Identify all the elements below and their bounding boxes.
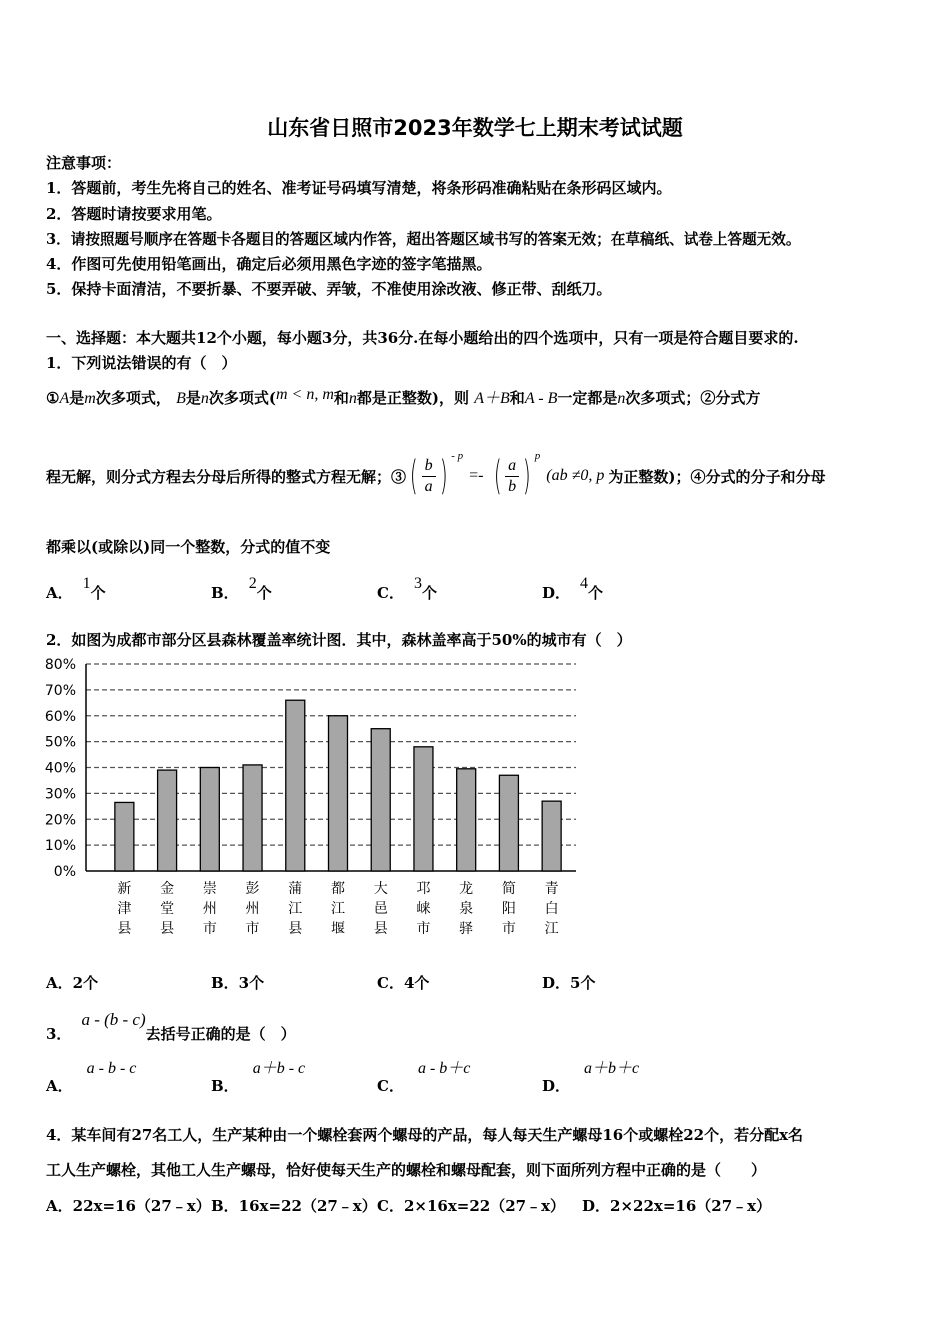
bar xyxy=(499,775,518,871)
q3-stem xyxy=(46,1008,296,1044)
exponent: p xyxy=(534,450,541,462)
math-condition: m < n, m xyxy=(275,386,334,403)
x-tick-label: 龙 xyxy=(459,881,474,897)
x-tick-label: 都 xyxy=(331,881,345,897)
notice-item: 1．答题前，考生先将自己的姓名、准考证号码填写清楚，将条形码准确粘贴在条形码区域内。 xyxy=(46,179,672,197)
x-tick-label: 江 xyxy=(331,901,345,917)
q1-line1 xyxy=(46,385,760,408)
denominator: b xyxy=(508,477,517,495)
option-unit: 个 xyxy=(421,584,437,602)
y-tick-label: 60% xyxy=(44,708,76,725)
x-tick-label: 金 xyxy=(160,881,175,897)
x-tick-label: 阳 xyxy=(501,901,516,917)
q2-option-d[interactable]: D．5个 xyxy=(542,974,596,992)
option-value: 4 xyxy=(580,575,589,592)
text: 和 xyxy=(509,389,525,407)
option-letter: D． xyxy=(542,584,571,602)
bar xyxy=(329,716,348,871)
x-tick-label: 堰 xyxy=(331,921,345,937)
bar xyxy=(158,770,177,871)
x-tick-label: 县 xyxy=(288,921,303,937)
x-tick-label: 津 xyxy=(117,901,132,917)
x-tick-label: 邑 xyxy=(373,901,388,917)
exponent: - p xyxy=(451,450,464,462)
option-letter: C． xyxy=(377,584,404,602)
denominator: a xyxy=(424,477,433,495)
y-tick-label: 80% xyxy=(44,657,76,673)
x-tick-label: 白 xyxy=(544,901,559,917)
option-unit: 个 xyxy=(588,584,604,602)
math-n: n xyxy=(200,390,209,407)
x-tick-label: 简 xyxy=(501,881,516,897)
option-unit: 个 xyxy=(90,584,106,602)
x-tick-label: 市 xyxy=(202,921,217,937)
q4-option-c[interactable]: C．2×16x=22（27﹣x） xyxy=(377,1197,566,1215)
forest-coverage-chart xyxy=(40,652,600,942)
option-letter: C． xyxy=(377,1077,404,1095)
math-n: n xyxy=(617,390,626,407)
q4-option-b[interactable]: B．16x=22（27﹣x） xyxy=(211,1197,377,1215)
q1-option-a[interactable] xyxy=(46,575,106,603)
option-expression: a - b - c xyxy=(86,1060,137,1077)
bar xyxy=(115,802,134,871)
text: 程无解，则分式方程去分母后所得的整式方程无解；③ xyxy=(46,467,407,486)
left-paren: ( xyxy=(409,453,418,499)
q4-line2: 工人生产螺栓，其他工人生产螺母，恰好使每天生产的螺栓和螺母配套，则下面所列方程中正确的是（ ） xyxy=(46,1161,767,1179)
fraction-a-over-b xyxy=(505,456,519,497)
x-tick-label: 大 xyxy=(373,881,388,897)
text: 都是正整数)，则 xyxy=(356,389,469,407)
bar xyxy=(243,765,262,871)
math-n: n xyxy=(348,390,357,407)
q3-option-b[interactable] xyxy=(211,1062,305,1096)
y-tick-label: 10% xyxy=(44,838,76,855)
bar xyxy=(200,768,219,872)
q3-option-c[interactable] xyxy=(377,1062,470,1096)
x-tick-label: 县 xyxy=(373,921,388,937)
x-tick-label: 新 xyxy=(117,881,132,897)
question-number: 3． xyxy=(46,1025,72,1043)
q1-option-c[interactable] xyxy=(377,575,437,603)
equals: =- xyxy=(469,467,484,484)
option-value: 3 xyxy=(413,575,422,592)
x-tick-label: 县 xyxy=(117,921,132,937)
math-sum: A＋B xyxy=(474,390,510,407)
bar xyxy=(286,700,305,871)
y-tick-label: 20% xyxy=(44,812,76,829)
q3-option-d[interactable] xyxy=(542,1062,639,1096)
q1-option-b[interactable] xyxy=(211,575,272,603)
numerator: a xyxy=(505,456,519,477)
q1-option-d[interactable] xyxy=(542,575,604,603)
math-condition: (ab ≠0, p xyxy=(546,467,605,484)
math-A: A xyxy=(59,390,70,407)
notice-item: 2．答题时请按要求用笔。 xyxy=(46,205,222,223)
q1-stem: 1．下列说法错误的有（ ） xyxy=(46,354,237,372)
text: 是 xyxy=(185,389,201,407)
option-expression: a - b＋c xyxy=(417,1060,471,1077)
fraction-b-over-a xyxy=(422,456,436,497)
notice-item: 3．请按照题号顺序在答题卡各题目的答题区域内作答，超出答题区域书写的答案无效；在草稿纸、试卷上答题无效。 xyxy=(46,231,801,248)
y-tick-label: 40% xyxy=(44,760,76,777)
q4-option-d[interactable]: D．2×22x=16（27﹣x） xyxy=(582,1197,772,1215)
text: 次多项式；②分式方 xyxy=(625,389,761,407)
option-expression: a＋b - c xyxy=(252,1060,306,1077)
x-tick-label: 市 xyxy=(245,921,260,937)
x-tick-label: 市 xyxy=(416,921,431,937)
bar xyxy=(414,747,433,871)
math-expression: a - (b - c) xyxy=(81,1010,146,1029)
x-tick-label: 县 xyxy=(160,921,175,937)
circle-1: ① xyxy=(46,389,60,407)
option-letter: A． xyxy=(46,1077,73,1095)
bar xyxy=(457,769,476,871)
math-m: m xyxy=(84,390,96,407)
q1-line3: 都乘以(或除以)同一个整数，分式的值不变 xyxy=(46,538,331,556)
text: 一定都是 xyxy=(557,389,618,407)
page-title: 山东省日照市2023年数学七上期末考试试题 xyxy=(267,116,683,140)
text: 为正整数)；④分式的分子和分母 xyxy=(608,467,826,486)
q2-stem: 2．如图为成都市部分区县森林覆盖率统计图．其中，森林盖率高于50%的城市有（ ） xyxy=(46,631,632,649)
y-tick-label: 30% xyxy=(44,786,76,803)
q4-line1: 4．某车间有27名工人，生产某种由一个螺栓套两个螺母的产品，每人每天生产螺母16个或螺栓22个，若分配x名 xyxy=(46,1126,804,1144)
x-tick-label: 堂 xyxy=(160,901,175,917)
x-tick-label: 青 xyxy=(544,881,559,897)
option-value: 1 xyxy=(82,575,91,592)
text: 次多项式( xyxy=(208,389,276,407)
right-paren: ) xyxy=(439,453,448,499)
math-diff: A - B xyxy=(524,390,558,407)
x-tick-label: 江 xyxy=(544,921,559,937)
left-paren: ( xyxy=(493,453,502,499)
x-tick-label: 州 xyxy=(245,901,260,917)
q2-option-c[interactable]: C．4个 xyxy=(377,974,430,992)
x-tick-label: 彭 xyxy=(245,881,260,897)
option-unit: 个 xyxy=(256,584,272,602)
notice-heading: 注意事项： xyxy=(46,154,122,172)
notice-item: 4．作图可先使用铅笔画出，确定后必须用黑色字迹的签字笔描黑。 xyxy=(46,255,492,273)
numerator: b xyxy=(422,456,436,477)
option-letter: B． xyxy=(211,1077,239,1095)
x-tick-label: 崃 xyxy=(416,901,431,917)
option-letter: B． xyxy=(211,584,239,602)
text: 次多项式， xyxy=(95,389,171,407)
q4-option-a[interactable]: A．22x=16（27﹣x） xyxy=(46,1197,211,1215)
option-value: 2 xyxy=(248,575,257,592)
option-expression: a＋b＋c xyxy=(584,1060,640,1077)
x-tick-label: 州 xyxy=(202,901,217,917)
notice-item: 5．保持卡面清洁，不要折暴、不要弄破、弄皱，不准使用涂改液、修正带、刮纸刀。 xyxy=(46,280,612,298)
x-tick-label: 驿 xyxy=(459,921,474,937)
q2-option-b[interactable]: B．3个 xyxy=(211,974,265,992)
math-B: B xyxy=(176,390,186,407)
x-tick-label: 市 xyxy=(501,921,516,937)
y-tick-label: 70% xyxy=(44,682,76,699)
right-paren: ) xyxy=(523,453,531,499)
q2-option-a[interactable]: A．2个 xyxy=(46,974,99,992)
q1-line2 xyxy=(46,448,825,504)
option-letter: D． xyxy=(542,1077,571,1095)
text: 去括号正确的是（ ） xyxy=(145,1025,296,1043)
y-tick-label: 50% xyxy=(44,734,76,751)
x-tick-label: 泉 xyxy=(459,901,474,917)
bar xyxy=(371,729,390,871)
section-heading: 一、选择题：本大题共12个小题，每小题3分，共36分.在每小题给出的四个选项中，只有一项是符合题目要求的. xyxy=(46,329,799,347)
x-tick-label: 邛 xyxy=(416,881,431,897)
x-tick-label: 蒲 xyxy=(288,881,303,897)
text: 是 xyxy=(69,389,85,407)
y-tick-label: 0% xyxy=(53,864,76,880)
x-tick-label: 江 xyxy=(288,901,303,917)
x-tick-label: 崇 xyxy=(202,881,217,897)
option-letter: A． xyxy=(46,584,73,602)
bar xyxy=(542,801,561,871)
q3-option-a[interactable] xyxy=(46,1062,136,1096)
text: 和 xyxy=(333,389,349,407)
